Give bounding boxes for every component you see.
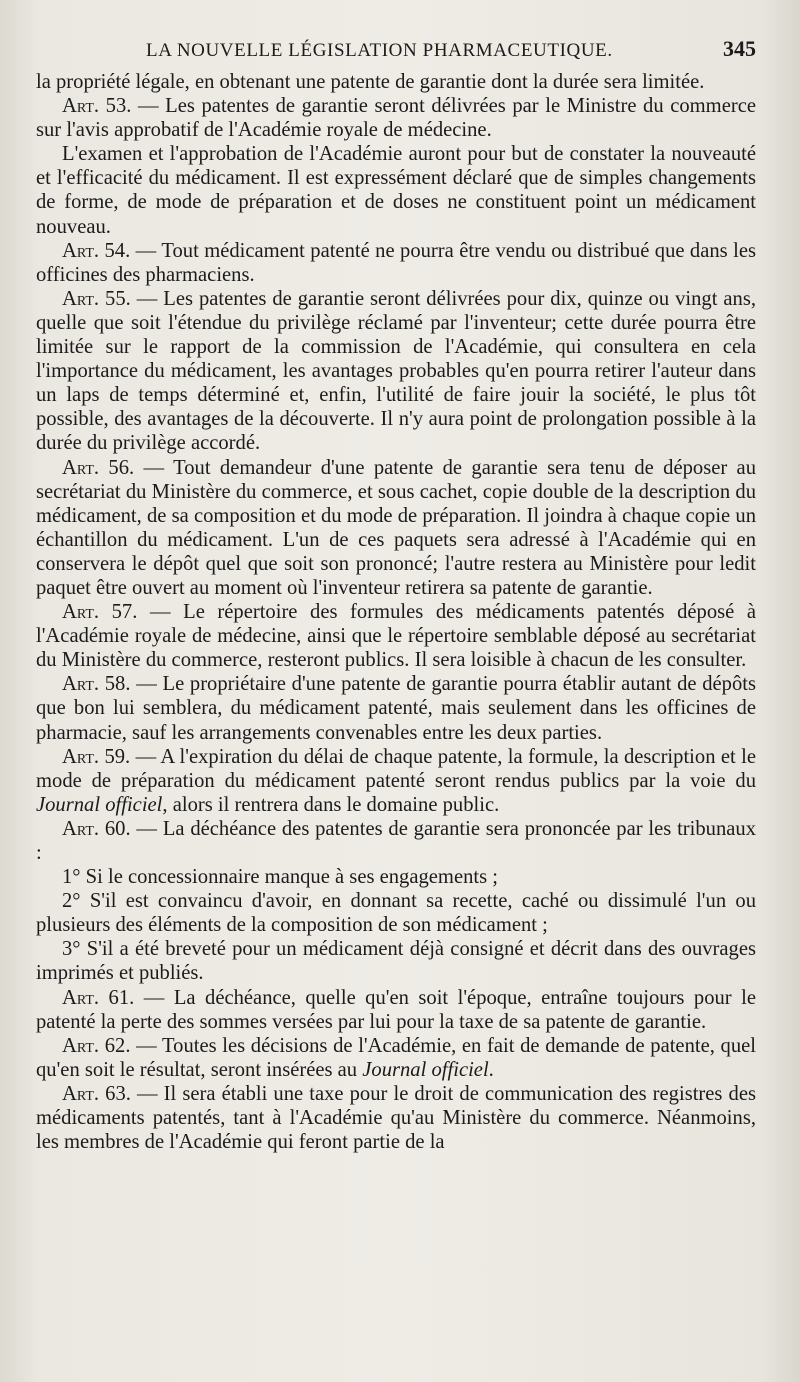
article-53: Art. 53. — Les patentes de garantie seront délivrées par le Ministre du commerce sur l'avis approbatif de l'Académie royale de médecine. (36, 95, 756, 142)
article-label: Art. 55. (62, 287, 131, 310)
article-55: Art. 55. — Les patentes de garantie seront délivrées pour dix, quinze ou vingt ans, quelle que soit l'étendue du privilège réclamé par l'inventeur; cette durée pourra être limitée sur le rapport de la commission de l'Académie, qui consultera en cela l'importance du médicament, les avantages probables qu'en pourra retirer l'auteur dans un laps de temps déterminé et, enfin, l'utilité de faire jouir la société, le plus tôt possible, des avantages de la découverte. Il n'y aura point de prolongation possible à la durée du privilège accordé. (36, 287, 756, 455)
article-label: Art. 60. (62, 817, 131, 840)
article-62: Art. 62. — Toutes les décisions de l'Académie, en fait de demande de patente, quel qu'en soit le résultat, seront insérées au Journal officiel. (36, 1034, 756, 1081)
page-number: 345 (723, 36, 756, 61)
article-label: Art. 58. (62, 673, 131, 696)
article-58: Art. 58. — Le propriétaire d'une patente de garantie pourra établir autant de dépôts que bon lui semblera, du médicament patenté, mais seulement dans les officines de pharmacie, sauf les arrangements convenables entre les deux parties. (36, 673, 756, 744)
paragraph: L'examen et l'approbation de l'Académie auront pour but de constater la nouveauté et l'efficacité du médicament. Il est expressément déclaré que de simples changements de forme, de mode de préparation et de doses ne constituent point un médicament nouveau. (36, 143, 756, 238)
list-item-1: 1° Si le concessionnaire manque à ses engagements ; (62, 866, 498, 889)
running-title: LA NOUVELLE LÉGISLATION PHARMACEUTIQUE. (146, 40, 613, 61)
article-label: Art. 61. (62, 986, 135, 1009)
article-54: Art. 54. — Tout médicament patenté ne pourra être vendu ou distribué que dans les officines des pharmaciens. (36, 239, 756, 286)
list-item-2: 2° S'il est convaincu d'avoir, en donnant sa recette, caché ou dissimulé l'un ou plusieurs des éléments de la composition de son médicament ; (36, 890, 756, 937)
journal-title: Journal officiel (36, 793, 163, 816)
article-label: Art. 56. (62, 456, 135, 479)
running-head (146, 36, 756, 62)
article-label: Art. 53. (62, 95, 132, 118)
paragraph-continuation: la propriété légale, en obtenant une patente de garantie dont la durée sera limitée. (36, 71, 705, 93)
article-60: Art. 60. — La déchéance des patentes de garantie sera prononcée par les tribunaux : (36, 817, 756, 864)
article-label: Art. 57. (62, 601, 138, 624)
article-61: Art. 61. — La déchéance, quelle qu'en soit l'époque, entraîne toujours pour le patenté la perte des sommes versées par lui pour la taxe de sa patente de garantie. (36, 986, 756, 1033)
list-item-3: 3° S'il a été breveté pour un médicament déjà consigné et décrit dans des ouvrages imprimés et publiés. (36, 938, 756, 985)
article-label: Art. 63. (62, 1082, 131, 1105)
article-59: Art. 59. — A l'expiration du délai de chaque patente, la formule, la description et le mode de préparation du médicament patenté seront rendus publics par la voie du Journal officiel, alors il rentrera dans le domaine public. (36, 745, 756, 816)
article-63: Art. 63. — Il sera établi une taxe pour le droit de communication des registres des médicaments patentés, tant à l'Académie qu'au Ministère du commerce. Néanmoins, les membres de l'Académie qui feront partie de la (36, 1082, 756, 1154)
article-label: Art. 59. (62, 745, 131, 768)
article-label: Art. 62. (62, 1034, 131, 1057)
article-57: Art. 57. — Le répertoire des formules des médicaments patentés déposé à l'Académie royale de médecine, ainsi que le répertoire semblable déposé au secrétariat du Ministère du commerce, resteront publics. Il sera loisible à chacun de les consulter. (36, 601, 756, 672)
page-body (36, 70, 756, 1154)
article-label: Art. 54. (62, 239, 131, 262)
article-56: Art. 56. — Tout demandeur d'une patente de garantie sera tenu de déposer au secrétariat du Ministère du commerce, et sous cachet, copie double de la description du médicament, de sa composition et du mode de préparation. Il joindra à chaque copie un échantillon du médicament. L'un de ces paquets sera adressé à l'Académie qui en conservera le dépôt quel que soit son prononcé; l'autre restera au Ministère pour ledit paquet être ouvert au moment où l'inventeur retirera sa patente de garantie. (36, 456, 756, 599)
journal-title: Journal officiel (362, 1058, 489, 1081)
